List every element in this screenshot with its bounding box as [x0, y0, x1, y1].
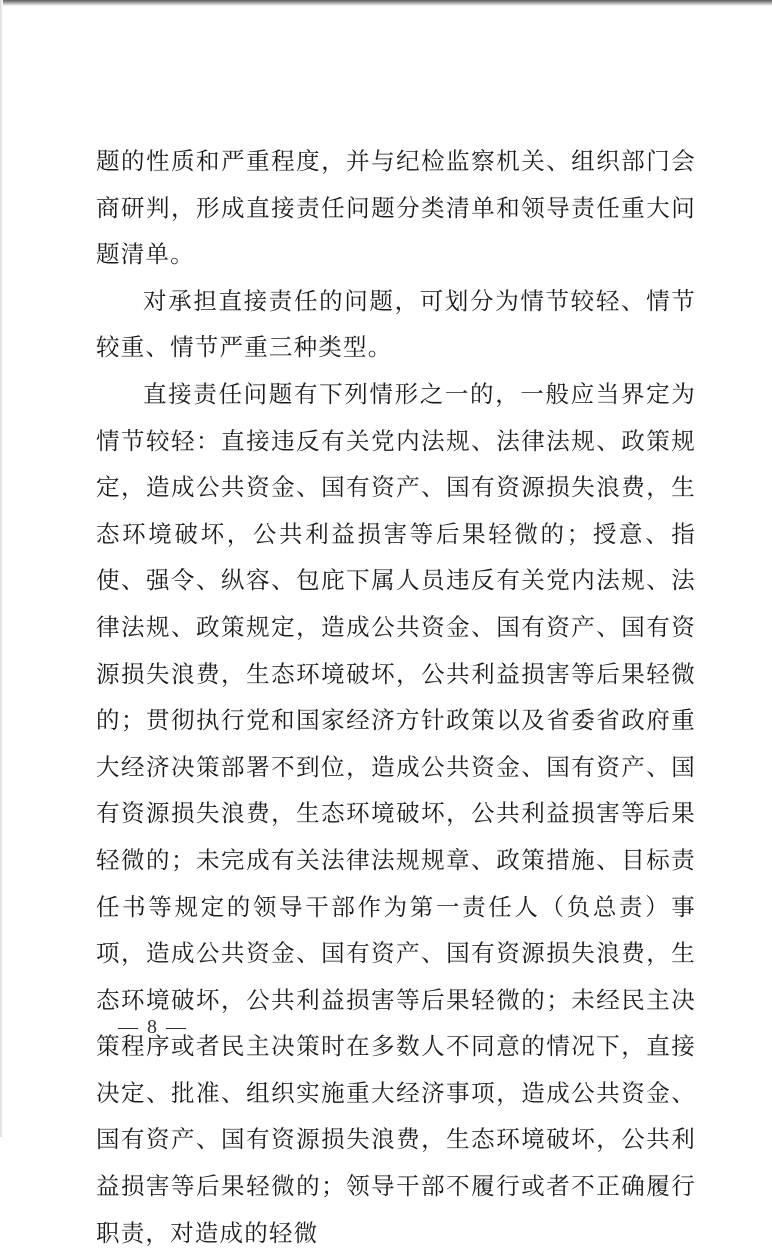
paragraph-classification: 对承担直接责任的问题，可划分为情节较轻、情节较重、情节严重三种类型。 [96, 286, 696, 362]
paragraph-continuation: 题的性质和严重程度，并与纪检监察机关、组织部门会商研判，形成直接责任问题分类清单和领导责任重大问题清单。 [96, 147, 696, 269]
paragraph-minor-circumstances: 直接责任问题有下列情形之一的，一般应当界定为情节较轻：直接违反有关党内法规、法律法规、政策规定，造成公共资金、国有资产、国有资源损失浪费，生态环境破坏，公共利益损害等后果轻微的；授意、指使、强令、纵容、包庇下属人员违反有关党内法规、法律法规、政策规定，造成公共资金、国有资产、国有资源损失浪费，生态环境破坏，公共利益损害等后果轻微的；贯彻执行党和国家经济方针政策以及省委省政府重大经济决策部署不到位，造成公共资金、国有资产、国有资源损失浪费，生态环境破坏，公共利益损害等后果轻微的；未完成有关法律法规规章、政策措施、目标责任书等规定的领导干部作为第一责任人（负总责）事项，造成公共资金、国有资产、国有资源损失浪费，生态环境破坏，公共利益损害等后果轻微的；未经民主决策程序或者民主决策时在多数人不同意的情况下，直接决定、批准、组织实施重大经济事项，造成公共资金、国有资产、国有资源损失浪费，生态环境破坏，公共利益损害等后果轻微的；领导干部不履行或者不正确履行职责，对造成的轻微 [96, 379, 696, 1247]
scan-top-edge [0, 0, 772, 6]
scan-left-edge [0, 0, 3, 1137]
page-number: — 8 — [118, 1016, 188, 1038]
document-body [96, 138, 696, 1256]
